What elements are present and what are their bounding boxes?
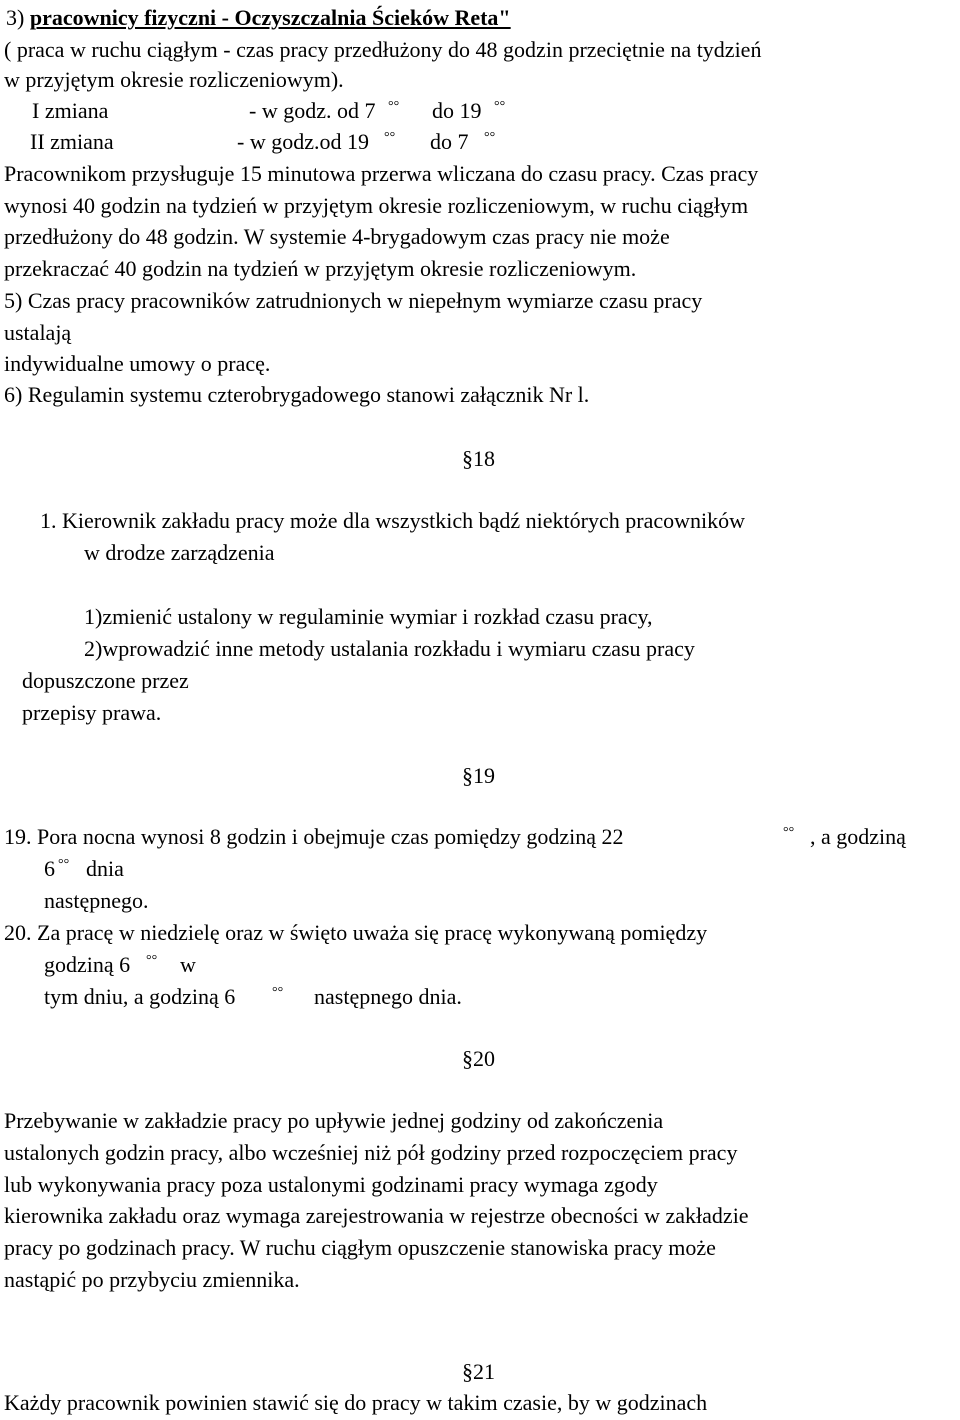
point-19-day: dnia bbox=[86, 856, 124, 881]
point-20-next: następnego dnia. bbox=[314, 984, 462, 1009]
s18-tail: dopuszczone przez bbox=[22, 668, 189, 693]
point-5-line: 5) Czas pracy pracowników zatrudnionych w niepełnym wymiarze czasu pracy bbox=[4, 288, 703, 313]
shift-1-name: I zmiana bbox=[32, 98, 109, 123]
s18-line: 1. Kierownik zakładu pracy może dla wszystkich bądź niektórych pracowników bbox=[40, 508, 745, 533]
point-20-hour: godziną 6 bbox=[44, 952, 131, 977]
shift-1-sup-a: °° bbox=[388, 99, 400, 114]
point-20-w: w bbox=[180, 952, 196, 977]
point-5-line: ustalają bbox=[4, 320, 72, 345]
point-19-sup-2: °° bbox=[58, 857, 70, 872]
section-title-18: §18 bbox=[462, 446, 495, 471]
shift-2-hours-to: do 7 bbox=[430, 129, 469, 154]
point-19-line: 19. Pora nocna wynosi 8 godzin i obejmuje czas pomiędzy godziną 22 bbox=[4, 824, 624, 849]
point-19-next: następnego. bbox=[44, 888, 149, 913]
s20-line: Przebywanie w zakładzie pracy po upływie jednej godziny od zakończenia bbox=[4, 1108, 664, 1133]
s18-item: 1)zmienić ustalony w regulaminie wymiar i rozkład czasu pracy, bbox=[84, 604, 653, 629]
point-20-sup: °° bbox=[146, 953, 158, 968]
point-20-sup-2: °° bbox=[272, 985, 284, 1000]
paragraph-line: przedłużony do 48 godzin. W systemie 4-brygadowym czas pracy nie może bbox=[4, 224, 670, 249]
section-heading bbox=[6, 2, 511, 34]
point-6-line: 6) Regulamin systemu czterobrygadowego stanowi załącznik Nr l. bbox=[4, 382, 590, 407]
section-title-21: §21 bbox=[462, 1359, 495, 1384]
point-19-line-end: , a godziną bbox=[810, 824, 906, 849]
heading-title: pracownicy fizyczni - Oczyszczalnia Ścieków Reta" bbox=[29, 5, 511, 30]
s20-line: pracy po godzinach pracy. W ruchu ciągłym opuszczenie stanowiska pracy może bbox=[4, 1235, 716, 1260]
paragraph-line: przekraczać 40 godzin na tydzień w przyjętym okresie rozliczeniowym. bbox=[4, 256, 637, 281]
section-title-19: §19 bbox=[462, 763, 495, 788]
point-5-line: indywidualne umowy o pracę. bbox=[4, 351, 271, 376]
shift-2-hours-from: - w godz.od 19 bbox=[237, 129, 369, 154]
point-19-sup: °° bbox=[783, 825, 795, 840]
shift-2-name: II zmiana bbox=[30, 129, 114, 154]
point-20-line: 20. Za pracę w niedzielę oraz w święto uważa się pracę wykonywaną pomiędzy bbox=[4, 920, 708, 945]
intro-line-1: ( praca w ruchu ciągłym - czas pracy przedłużony do 48 godzin przeciętnie na tydzień bbox=[4, 37, 762, 62]
s18-item: 2)wprowadzić inne metody ustalania rozkładu i wymiaru czasu pracy bbox=[84, 636, 695, 661]
point-19-hour: 6 bbox=[44, 856, 55, 881]
paragraph-line: wynosi 40 godzin na tydzień w przyjętym okresie rozliczeniowym, w ruchu ciągłym bbox=[4, 193, 749, 218]
s20-line: kierownika zakładu oraz wymaga zarejestrowania w rejestrze obecności w zakładzie bbox=[4, 1203, 749, 1228]
s18-tail: przepisy prawa. bbox=[22, 700, 162, 725]
shift-2-sup-a: °° bbox=[384, 130, 396, 145]
intro-line-2: w przyjętym okresie rozliczeniowym). bbox=[4, 67, 344, 92]
point-20-day: tym dniu, a godziną 6 bbox=[44, 984, 236, 1009]
s20-line: lub wykonywania pracy poza ustalonymi godzinami pracy wymaga zgody bbox=[4, 1172, 658, 1197]
shift-1-sup-b: °° bbox=[494, 99, 506, 114]
s20-line: nastąpić po przybyciu zmiennika. bbox=[4, 1267, 300, 1292]
s18-line: w drodze zarządzenia bbox=[84, 540, 275, 565]
section-title-20: §20 bbox=[462, 1046, 495, 1071]
paragraph-line: Pracownikom przysługuje 15 minutowa przerwa wliczana do czasu pracy. Czas pracy bbox=[4, 161, 759, 186]
shift-1-hours-from: - w godz. od 7 bbox=[249, 98, 376, 123]
shift-1-hours-to: do 19 bbox=[432, 98, 482, 123]
s21-line: Każdy pracownik powinien stawić się do pracy w takim czasie, by w godzinach bbox=[4, 1390, 708, 1415]
s20-line: ustalonych godzin pracy, albo wcześniej niż pół godziny przed rozpoczęciem pracy bbox=[4, 1140, 738, 1165]
shift-2-sup-b: °° bbox=[484, 130, 496, 145]
heading-number: 3) bbox=[6, 5, 25, 30]
